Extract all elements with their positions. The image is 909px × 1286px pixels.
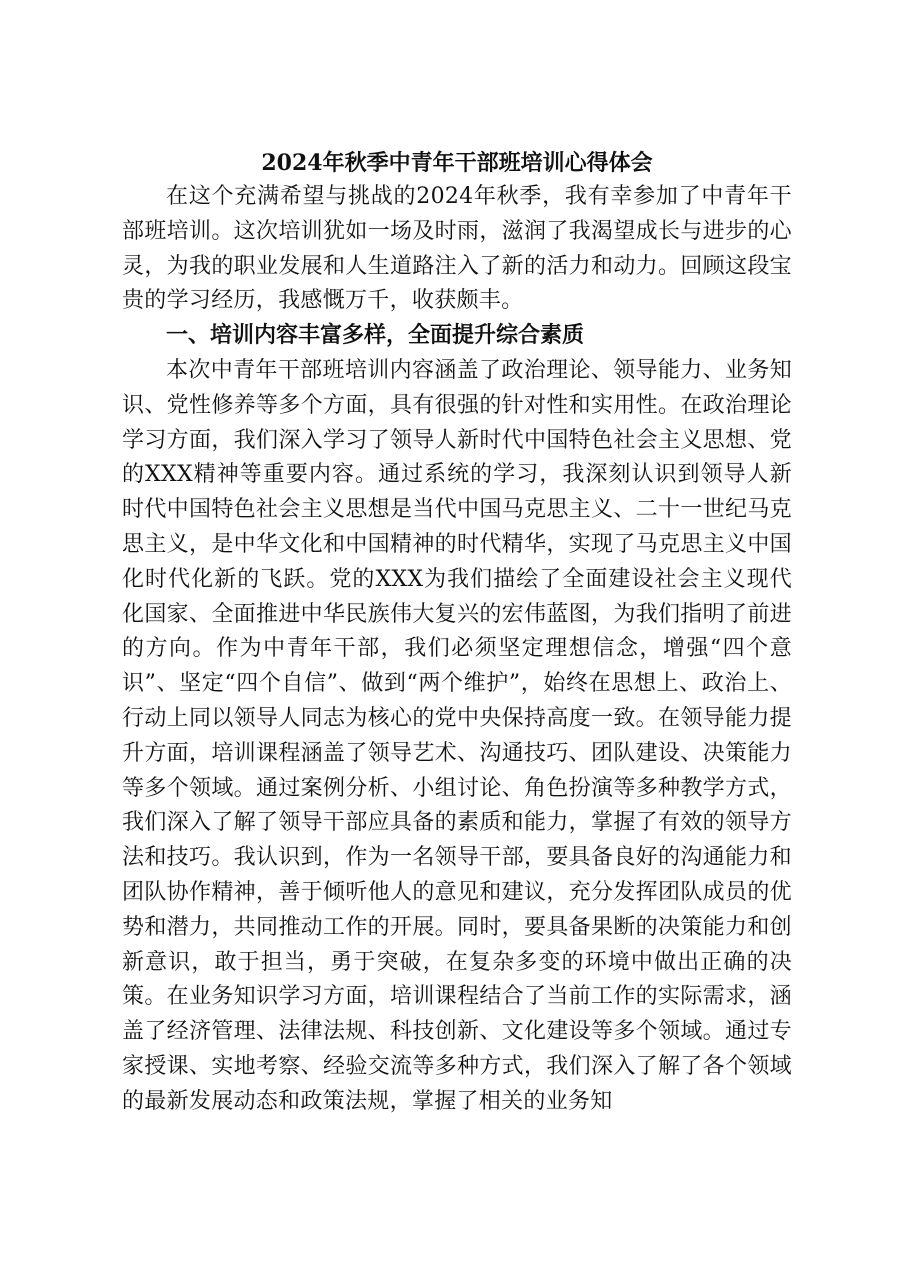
document-page [122,146,792,1120]
section-heading: 一、培训内容丰富多样，全面提升综合素质 [166,323,585,349]
body-paragraph: 本次中青年干部班培训内容涵盖了政治理论、领导能力、业务知识、党性修养等多个方面，具有很强的针对性和实用性。在政治理论学习方面，我们深入学习了领导人新时代中国特色社会主义思想、党的XXX精神等重要内容。通过系统的学习，我深刻认识到领导人新时代中国特色社会主义思想是当代中国马克思主义、二十一世纪马克思主义，是中华文化和中国精神的时代精华，实现了马克思主义中国化时代化新的飞跃。党的XXX为我们描绘了全面建设社会主义现代化国家、全面推进中华民族伟大复兴的宏伟蓝图，为我们指明了前进的方向。作为中青年干部，我们必须坚定理想信念，增强“四个意识”、坚定“四个自信”、做到“两个维护”，始终在思想上、政治上、行动上同以领导人同志为核心的党中央保持高度一致。在领导能力提升方面，培训课程涵盖了领导艺术、沟通技巧、团队建设、决策能力等多个领域。通过案例分析、小组讨论、角色扮演等多种教学方式，我们深入了解了领导干部应具备的素质和能力，掌握了有效的领导方法和技巧。我认识到，作为一名领导干部，要具备良好的沟通能力和团队协作精神，善于倾听他人的意见和建议，充分发挥团队成员的优势和潜力，共同推动工作的开展。同时，要具备果断的决策能力和创新意识，敢于担当，勇于突破，在复杂多变的环境中做出正确的决策。在业务知识学习方面，培训课程结合了当前工作的实际需求，涵盖了经济管理、法律法规、科技创新、文化建设等多个领域。通过专家授课、实地考察、经验交流等多种方式，我们深入了解了各个领域的最新发展动态和政策法规，掌握了相关的业务知 [122,357,792,1114]
intro-paragraph: 在这个充满希望与挑战的2024年秋季，我有幸参加了中青年干部班培训。这次培训犹如一场及时雨，滋润了我渴望成长与进步的心灵，为我的职业发展和人生道路注入了新的活力和动力。回顾这段宝贵的学习经历，我感慨万千，收获颇丰。 [122,184,792,314]
document-title: 2024年秋季中青年干部班培训心得体会 [261,150,653,176]
